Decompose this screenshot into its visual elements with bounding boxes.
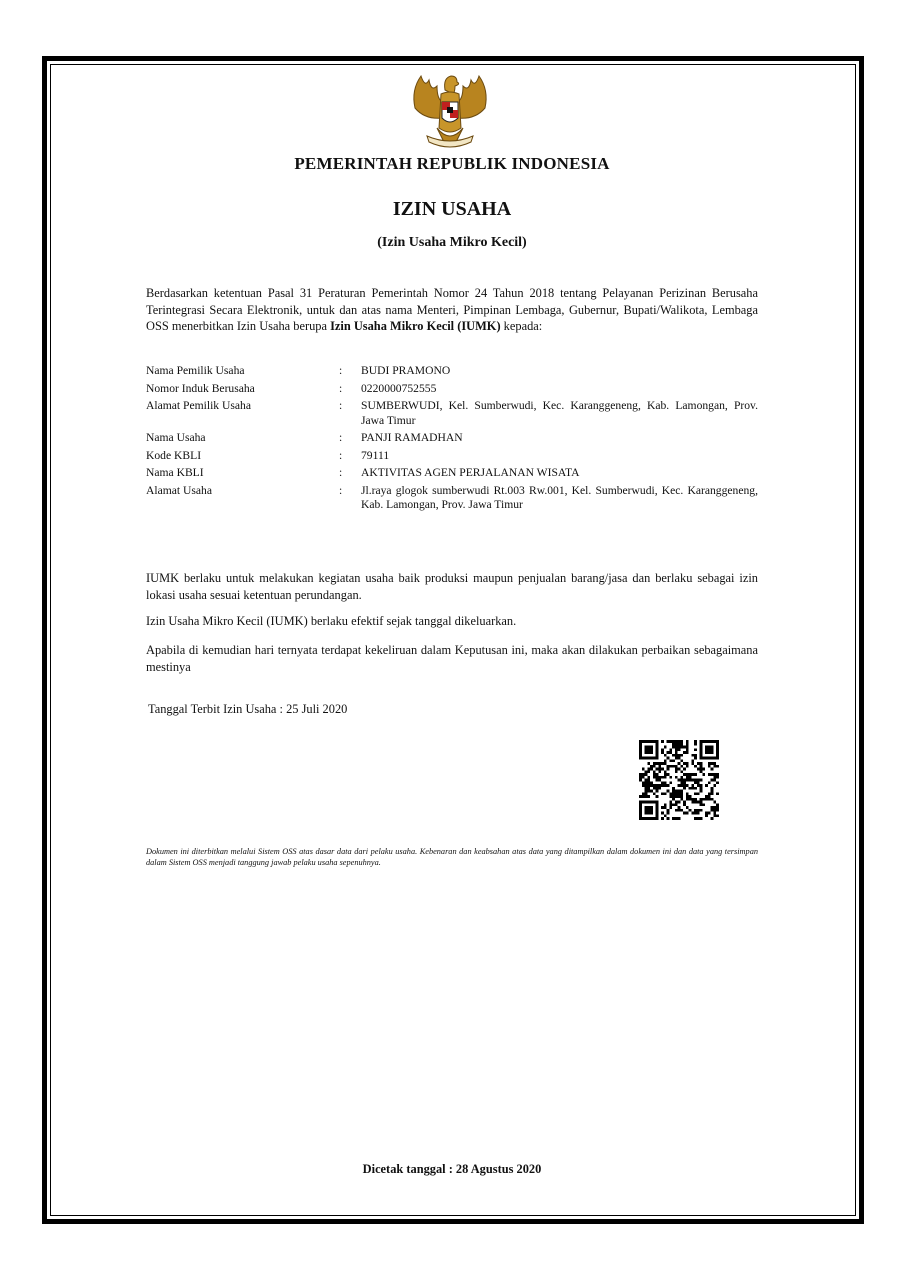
detail-label: Nama Usaha — [146, 431, 206, 444]
detail-label: Alamat Usaha — [146, 483, 212, 497]
correction-paragraph: Apabila di kemudian hari ternyata terdapat kekeliruan dalam Keputusan ini, maka akan dilakukan perbaikan sebagaimana mestinya — [146, 643, 758, 674]
detail-row-nib — [146, 382, 758, 397]
printed-date: Dicetak tanggal : 28 Agustus 2020 — [362, 1162, 542, 1176]
detail-value: Jl.raya glogok sumberwudi Rt.003 Rw.001, Kel. Sumberwudi, Kec. Karanggeneng, Kab. Lamongan, Prov. Jawa Timur — [361, 483, 758, 511]
detail-separator: : — [339, 431, 343, 444]
detail-row-business-name — [146, 431, 758, 446]
effective-paragraph: Izin Usaha Mikro Kecil (IUMK) berlaku efektif sejak tanggal dikeluarkan. — [146, 614, 517, 628]
permit-details-table — [146, 364, 758, 516]
detail-separator: : — [339, 399, 343, 412]
detail-separator: : — [339, 364, 343, 377]
qr-code-icon — [634, 740, 724, 820]
detail-value: PANJI RAMADHAN — [361, 431, 463, 444]
detail-value: BUDI PRAMONO — [361, 364, 451, 377]
disclaimer-text: Dokumen ini diterbitkan melalui Sistem OSS atas dasar data dari pelaku usaha. Kebenaran dan keabsahan atas data yang ditampilkan dalam dokumen ini dan data yang tersimpan dalam Sistem OSS menjadi tanggung jawab pelaku usaha sepenuhnya. — [146, 847, 758, 867]
detail-row-owner-name — [146, 364, 758, 379]
intro-paragraph — [146, 285, 758, 335]
detail-separator: : — [339, 381, 343, 395]
intro-tail: kepada: — [500, 319, 543, 333]
detail-separator: : — [339, 448, 343, 462]
detail-row-business-address — [146, 484, 758, 513]
detail-separator: : — [339, 483, 343, 497]
garuda-emblem-icon — [407, 70, 493, 150]
detail-value: 79111 — [361, 448, 390, 462]
detail-separator: : — [339, 466, 343, 479]
detail-value: SUMBERWUDI, Kel. Sumberwudi, Kec. Karanggeneng, Kab. Lamongan, Prov. Jawa Timur — [361, 399, 758, 427]
validity-paragraph: IUMK berlaku untuk melakukan kegiatan usaha baik produksi maupun penjualan barang/jasa dan berlaku sebagai izin lokasi usaha sesuai ketentuan perundangan. — [146, 571, 758, 602]
detail-value: 0220000752555 — [361, 381, 437, 395]
government-heading: PEMERINTAH REPUBLIK INDONESIA — [294, 154, 610, 173]
detail-value: AKTIVITAS AGEN PERJALANAN WISATA — [361, 466, 580, 479]
intro-text: Berdasarkan ketentuan Pasal 31 Peraturan Pemerintah Nomor 24 Tahun 2018 tentang Pelayanan Perizinan Berusaha Terintegrasi Secara Elektronik, untuk dan atas nama Menteri, Pimpinan Lembaga, Gubernur, Bupati/Walikota, Lembaga OSS menerbitkan Izin Usaha berupa — [146, 286, 758, 333]
detail-label: Nomor Induk Berusaha — [146, 381, 255, 395]
detail-label: Nama KBLI — [146, 466, 204, 479]
detail-row-kbli-code — [146, 449, 758, 464]
detail-row-kbli-name — [146, 466, 758, 481]
issue-date: Tanggal Terbit Izin Usaha : 25 Juli 2020 — [148, 702, 348, 716]
document-title: IZIN USAHA — [392, 198, 512, 220]
intro-bold-text: Izin Usaha Mikro Kecil (IUMK) — [330, 319, 501, 333]
document-subtitle: (Izin Usaha Mikro Kecil) — [377, 235, 527, 250]
detail-label: Alamat Pemilik Usaha — [146, 399, 251, 412]
detail-label: Kode KBLI — [146, 448, 202, 462]
detail-row-owner-address — [146, 399, 758, 428]
detail-label: Nama Pemilik Usaha — [146, 364, 245, 377]
